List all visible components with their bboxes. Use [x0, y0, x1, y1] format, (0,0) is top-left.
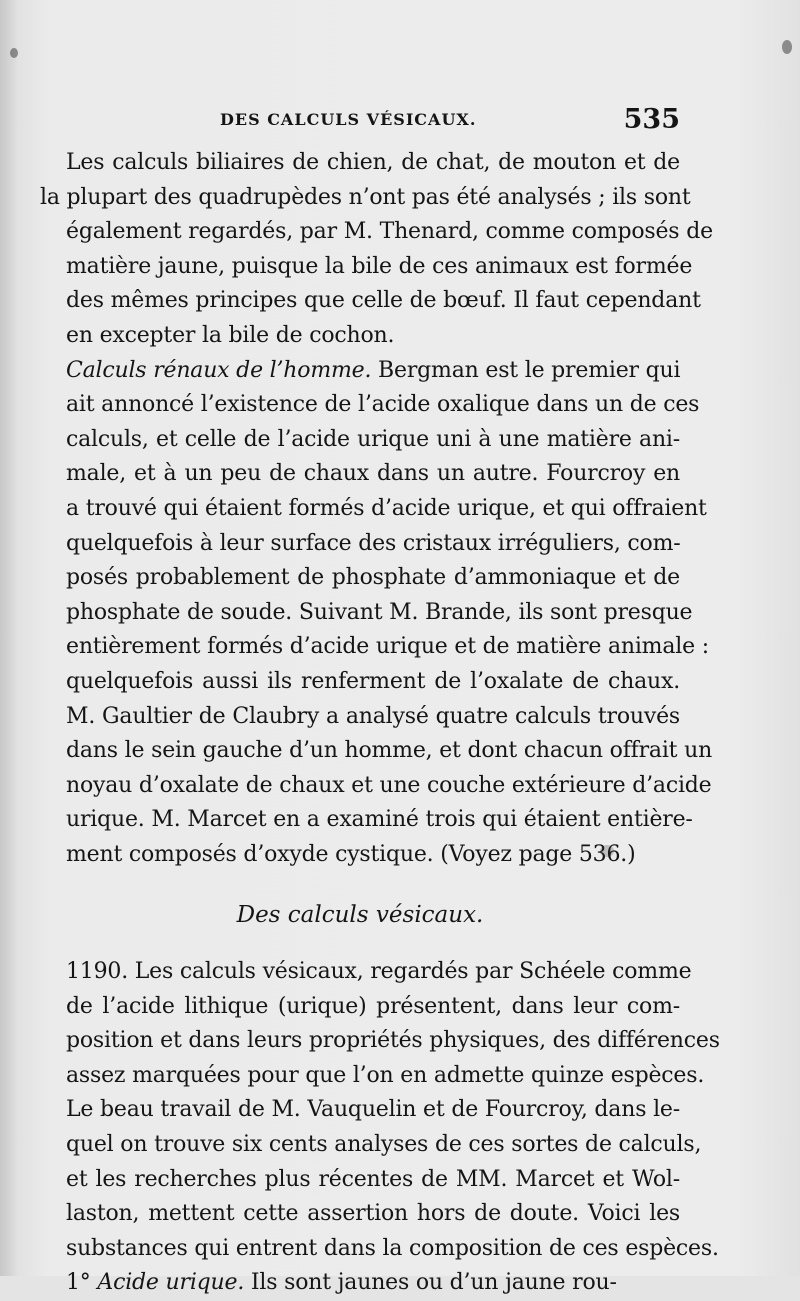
paragraph-1190 [40, 955, 720, 1266]
text-line: ait annoncé l’existence de l’acide oxalique dans un de ces [66, 392, 700, 418]
text-line: des mêmes principes que celle de bœuf. Il faut cependant [66, 288, 701, 314]
text-line: assez marquées pour que l’on en admette quinze espèces. [66, 1062, 705, 1088]
text-span: Bergman est le premier qui [371, 357, 681, 383]
paragraph-biliary-calculi [40, 146, 713, 354]
ink-speck [10, 48, 18, 58]
text-line: male, et à un peu de chaux dans un autre. Fourcroy en [66, 461, 680, 487]
text-line: a trouvé qui étaient formés d’acide urique, et qui offraient [66, 495, 707, 521]
text-line: la plupart des quadrupèdes n’ont pas été analysés ; ils sont [40, 184, 691, 210]
text-line [40, 354, 680, 389]
text-line: et les recherches plus récentes de MM. Marcet et Wol- [66, 1166, 680, 1192]
ink-speck [782, 40, 792, 54]
text-line: 1190. Les calculs vésicaux, regardés par Schéele comme [66, 959, 692, 985]
text-line: M. Gaultier de Claubry a analysé quatre calculs trouvés [66, 703, 680, 729]
text-line: entièrement formés d’acide urique et de matière animale : [66, 634, 709, 660]
list-number: 1° [66, 1270, 91, 1296]
text-line: de l’acide lithique (urique) présentent, dans leur com- [66, 993, 680, 1019]
text-line [40, 1266, 680, 1301]
text-line: quel on trouve six cents analyses de ces sortes de calculs, [66, 1132, 702, 1158]
text-line: position et dans leurs propriétés physiques, des différences [66, 1028, 720, 1054]
text-line: Le beau travail de M. Vauquelin et de Fourcroy, dans le- [66, 1097, 680, 1123]
paragraph-renal-calculi [40, 354, 713, 873]
page-body [40, 146, 720, 1301]
text-line: substances qui entrent dans la composition de ces espèces. [66, 1235, 719, 1261]
text-line: en excepter la bile de cochon. [66, 322, 395, 348]
text-line: également regardés, par M. Thenard, comme composés de [66, 219, 713, 245]
renal-calculi-heading: Calculs rénaux de l’homme. [66, 357, 372, 383]
page-number: 535 [623, 104, 680, 135]
text-line: phosphate de soude. Suivant M. Brande, ils sont presque [66, 599, 693, 625]
text-line: calculs, et celle de l’acide urique uni à une matière ani- [66, 426, 680, 452]
ink-speck [600, 845, 614, 857]
page-gutter-shadow [0, 0, 18, 1276]
text-line: ment composés d’oxyde cystique. (Voyez page 536.) [66, 841, 636, 867]
paragraph-uric-acid [40, 1266, 680, 1301]
text-line: noyau d’oxalate de chaux et une couche extérieure d’acide [66, 772, 712, 798]
running-head: DES CALCULS VÉSICAUX. [220, 110, 477, 129]
text-line: Les calculs biliaires de chien, de chat, de mouton et de [66, 150, 680, 175]
page-header [40, 104, 680, 138]
text-line: quelquefois aussi ils renferment de l’oxalate de chaux. [66, 668, 680, 694]
text-line: posés probablement de phosphate d’ammoniaque et de [66, 565, 680, 591]
section-title: Des calculs vésicaux. [236, 902, 484, 929]
text-span: Ils sont jaunes ou d’un jaune rou- [244, 1270, 617, 1296]
text-line: urique. M. Marcet en a examiné trois qui étaient entière- [66, 807, 693, 833]
text-line: dans le sein gauche d’un homme, et dont chacun offrait un [66, 738, 713, 764]
text-line: matière jaune, puisque la bile de ces animaux est formée [66, 253, 693, 279]
text-line: laston, mettent cette assertion hors de doute. Voici les [66, 1201, 680, 1227]
text-line: quelquefois à leur surface des cristaux irréguliers, com- [66, 530, 681, 556]
uric-acid-heading: Acide urique. [97, 1270, 245, 1296]
